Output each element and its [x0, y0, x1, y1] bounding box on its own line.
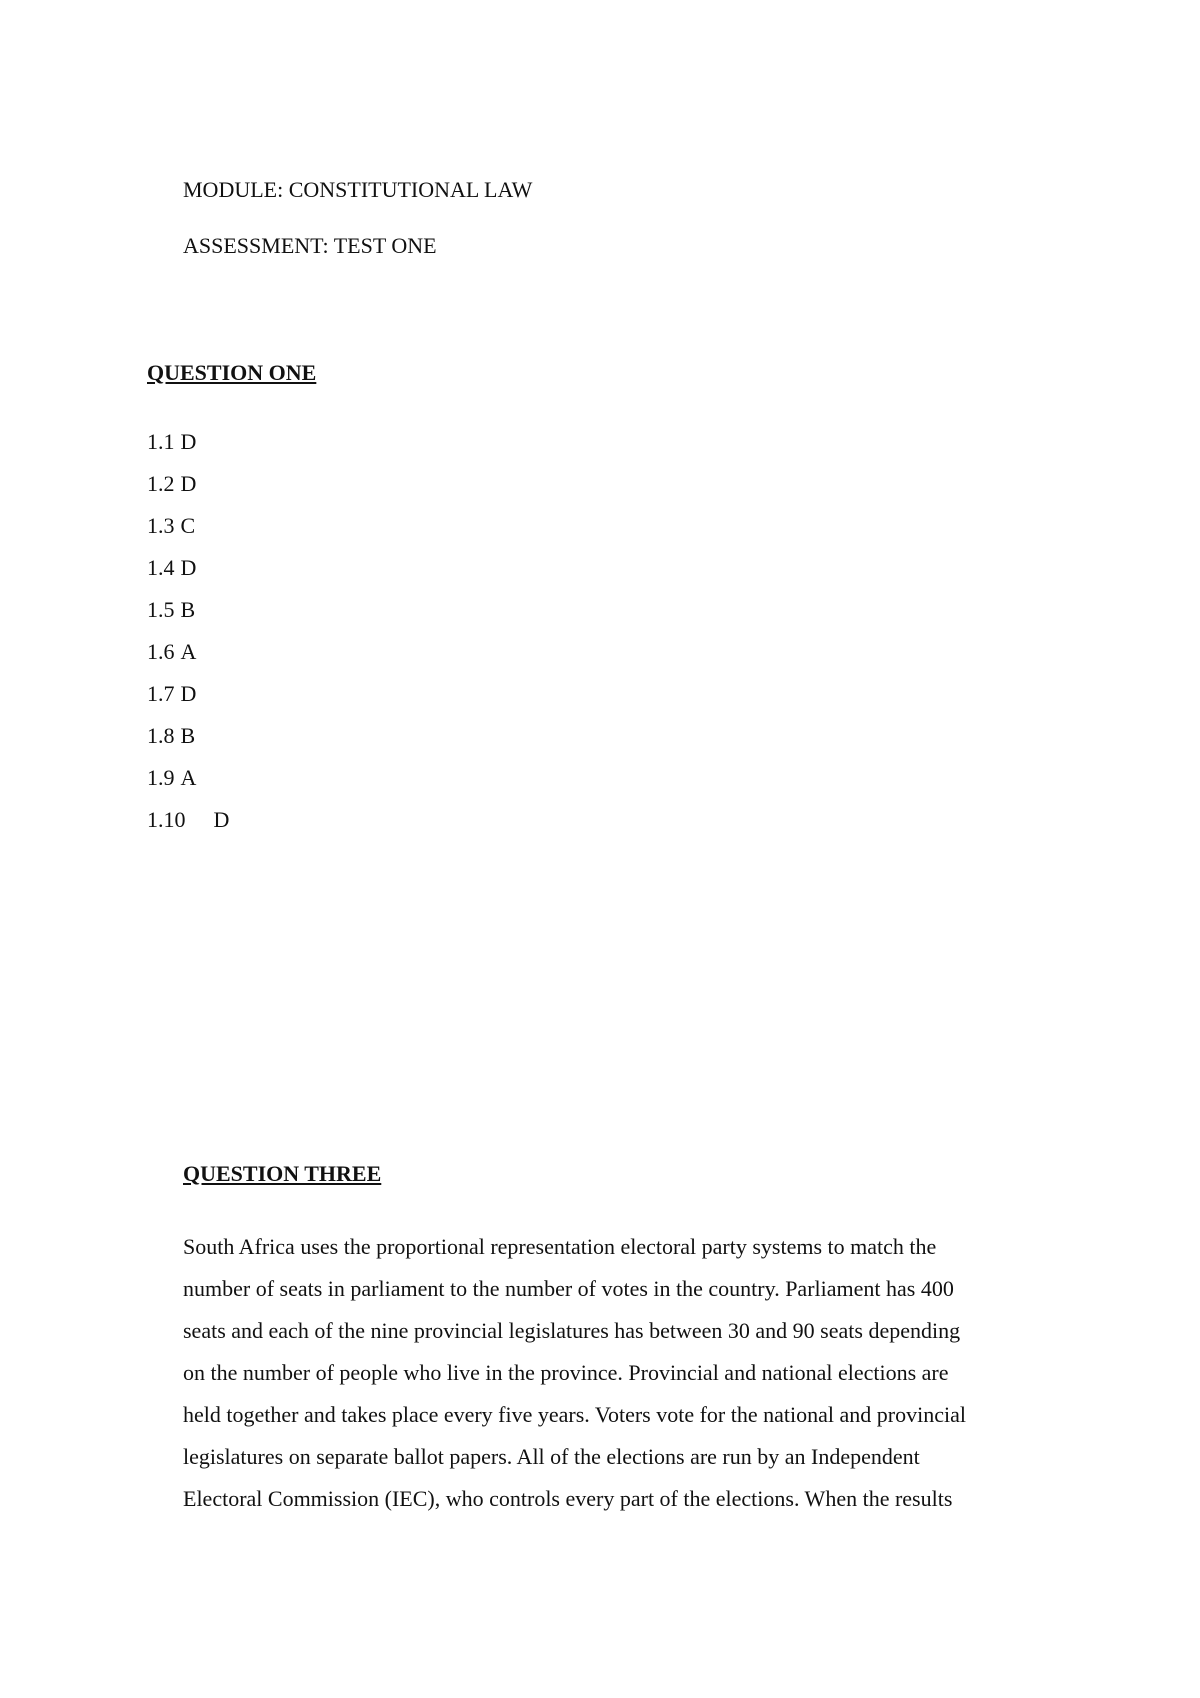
paragraph-line: on the number of people who live in the province. Provincial and national elections are	[183, 1360, 949, 1385]
answer-letter: B	[180, 597, 196, 622]
answer-number: 1.4	[147, 555, 175, 580]
paragraph-line: seats and each of the nine provincial legislatures has between 30 and 90 seats depending	[183, 1318, 961, 1343]
answer-number: 1.3	[147, 513, 175, 538]
answer-number: 1.5	[147, 597, 175, 622]
answer-number: 1.9	[147, 765, 175, 790]
answer-letter: C	[180, 513, 196, 538]
paragraph-line: number of seats in parliament to the number of votes in the country. Parliament has 400	[183, 1276, 954, 1301]
answer-number: 1.2	[147, 471, 175, 496]
answer-letter: D	[213, 807, 230, 832]
answer-row	[147, 597, 229, 639]
paragraph-line: Electoral Commission (IEC), who controls every part of the elections. When the results	[183, 1486, 953, 1511]
question-three-paragraph	[183, 1226, 1063, 1520]
answer-row	[147, 723, 229, 765]
answer-letter: D	[180, 429, 197, 454]
question-one-heading: QUESTION ONE	[147, 360, 317, 385]
answer-number: 1.8	[147, 723, 175, 748]
paragraph-line: held together and takes place every five years. Voters vote for the national and provincial	[183, 1402, 966, 1427]
answer-row	[147, 555, 229, 597]
paragraph-line: South Africa uses the proportional representation electoral party systems to match the	[183, 1234, 937, 1259]
answer-letter: D	[180, 471, 197, 496]
answer-row	[147, 681, 229, 723]
answer-letter: A	[180, 765, 197, 790]
answer-letter: D	[180, 555, 197, 580]
paragraph-line: legislatures on separate ballot papers. All of the elections are run by an Independent	[183, 1444, 920, 1469]
answer-number: 1.7	[147, 681, 175, 706]
question-three-heading: QUESTION THREE	[183, 1161, 382, 1186]
answer-number: 1.6	[147, 639, 175, 664]
question-one-answers	[147, 429, 229, 849]
answer-letter: B	[180, 723, 196, 748]
answer-number: 1.10	[147, 807, 186, 832]
answer-number: 1.1	[147, 429, 175, 454]
answer-row	[147, 429, 229, 471]
answer-row	[147, 639, 229, 681]
answer-row	[147, 765, 229, 807]
answer-letter: D	[180, 681, 197, 706]
answer-letter: A	[180, 639, 197, 664]
answer-row	[147, 513, 229, 555]
module-line: MODULE: CONSTITUTIONAL LAW	[183, 177, 533, 202]
answer-row	[147, 471, 229, 513]
answer-row	[147, 807, 229, 849]
assessment-line: ASSESSMENT: TEST ONE	[183, 233, 437, 258]
